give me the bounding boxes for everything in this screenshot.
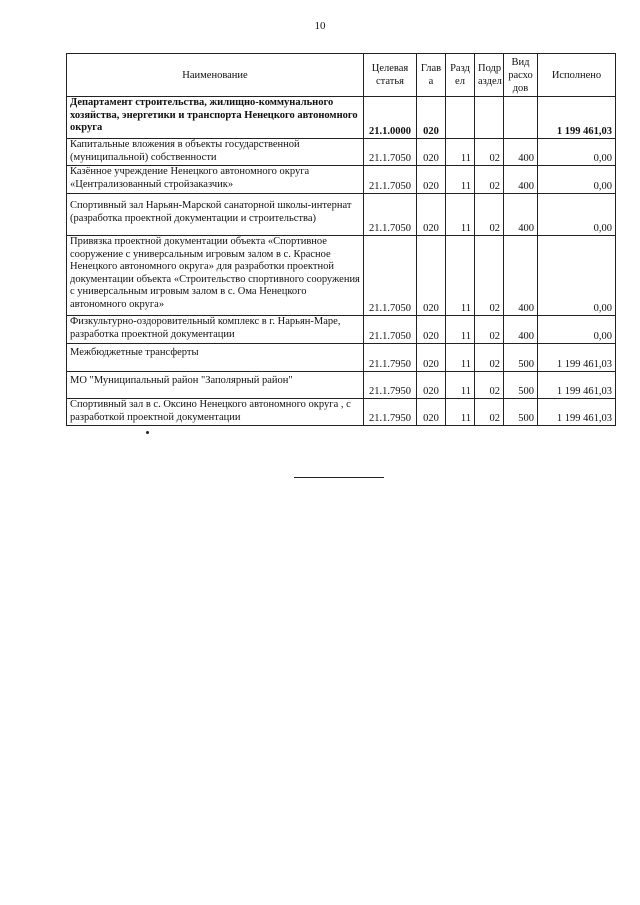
row-section: 11 (446, 166, 475, 194)
table-row (67, 97, 616, 139)
table-row (67, 344, 616, 372)
header-subsection: Подр аздел (475, 54, 504, 97)
closing-divider-line (294, 477, 384, 478)
row-target: 21.1.7050 (364, 236, 417, 316)
row-expense-type: 400 (504, 139, 538, 166)
row-executed: 1 199 461,03 (538, 372, 616, 399)
row-chapter: 020 (417, 97, 446, 139)
row-name: Спортивный зал в с. Оксино Ненецкого автономного округа , с разработкой проектной документации (67, 399, 364, 426)
table-row (67, 236, 616, 316)
row-name: Департамент строительства, жилищно-коммунального хозяйства, энергетики и транспорта Ненецкого автономного округа (67, 97, 364, 139)
row-target: 21.1.7050 (364, 139, 417, 166)
row-subsection (475, 97, 504, 139)
table-row (67, 372, 616, 399)
row-section: 11 (446, 399, 475, 426)
row-subsection: 02 (475, 344, 504, 372)
row-name: Межбюджетные трансферты (67, 344, 364, 372)
row-name: Физкультурно-оздоровительный комплекс в г. Нарьян-Маре, разработка проектной документации (67, 316, 364, 344)
row-chapter: 020 (417, 166, 446, 194)
row-chapter: 020 (417, 344, 446, 372)
row-expense-type: 500 (504, 344, 538, 372)
row-expense-type: 500 (504, 372, 538, 399)
table-row (67, 139, 616, 166)
row-chapter: 020 (417, 316, 446, 344)
row-section (446, 97, 475, 139)
row-target: 21.1.7950 (364, 372, 417, 399)
row-name: Привязка проектной документации объекта «Спортивное сооружение с универсальным игровым залом в с. Красное Ненецкого автономного округа» для разработки проектной документации объекта «Строительство спортивного сооружения с универсальным игровым залом в с. Ома Ненецкого автономного округа» (67, 236, 364, 316)
row-subsection: 02 (475, 399, 504, 426)
row-executed: 1 199 461,03 (538, 344, 616, 372)
row-section: 11 (446, 194, 475, 236)
row-name: Спортивный зал Нарьян-Марской санаторной школы-интернат (разработка проектной документации и строительства) (67, 194, 364, 236)
bullet-mark (146, 431, 149, 434)
row-name: МО "Муниципальный район "Заполярный район" (67, 372, 364, 399)
row-target: 21.1.0000 (364, 97, 417, 139)
row-expense-type: 500 (504, 399, 538, 426)
header-chapter: Глав а (417, 54, 446, 97)
row-target: 21.1.7950 (364, 344, 417, 372)
row-name: Казённое учреждение Ненецкого автономного округа «Централизованный стройзаказчик» (67, 166, 364, 194)
row-subsection: 02 (475, 236, 504, 316)
header-name: Наименование (67, 54, 364, 97)
table-header-row (67, 54, 616, 97)
row-section: 11 (446, 236, 475, 316)
row-executed: 0,00 (538, 316, 616, 344)
row-expense-type: 400 (504, 166, 538, 194)
row-chapter: 020 (417, 236, 446, 316)
row-executed: 1 199 461,03 (538, 399, 616, 426)
row-chapter: 020 (417, 194, 446, 236)
table-row (67, 194, 616, 236)
row-name: Капитальные вложения в объекты государственной (муниципальной) собственности (67, 139, 364, 166)
row-subsection: 02 (475, 139, 504, 166)
page-number: 10 (314, 20, 326, 32)
row-target: 21.1.7050 (364, 166, 417, 194)
row-executed: 0,00 (538, 139, 616, 166)
row-target: 21.1.7950 (364, 399, 417, 426)
row-chapter: 020 (417, 399, 446, 426)
row-subsection: 02 (475, 166, 504, 194)
row-subsection: 02 (475, 316, 504, 344)
row-executed: 0,00 (538, 236, 616, 316)
row-expense-type (504, 97, 538, 139)
header-executed: Исполнено (538, 54, 616, 97)
row-section: 11 (446, 316, 475, 344)
row-target: 21.1.7050 (364, 194, 417, 236)
row-expense-type: 400 (504, 194, 538, 236)
row-executed: 1 199 461,03 (538, 97, 616, 139)
table-row (67, 316, 616, 344)
row-subsection: 02 (475, 372, 504, 399)
header-target: Целевая статья (364, 54, 417, 97)
row-executed: 0,00 (538, 194, 616, 236)
row-section: 11 (446, 372, 475, 399)
row-chapter: 020 (417, 372, 446, 399)
row-section: 11 (446, 344, 475, 372)
row-expense-type: 400 (504, 236, 538, 316)
row-section: 11 (446, 139, 475, 166)
header-expense-type: Вид расхо дов (504, 54, 538, 97)
row-expense-type: 400 (504, 316, 538, 344)
row-target: 21.1.7050 (364, 316, 417, 344)
row-executed: 0,00 (538, 166, 616, 194)
header-section: Разд ел (446, 54, 475, 97)
budget-table (66, 53, 616, 426)
table-row (67, 166, 616, 194)
table-row (67, 399, 616, 426)
row-chapter: 020 (417, 139, 446, 166)
row-subsection: 02 (475, 194, 504, 236)
